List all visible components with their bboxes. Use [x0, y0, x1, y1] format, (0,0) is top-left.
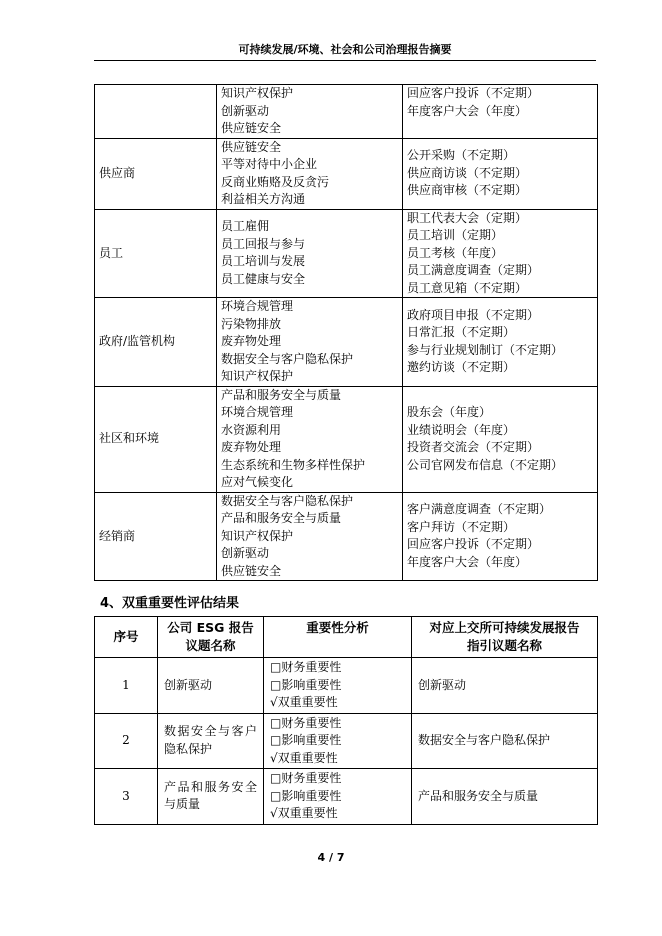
- header-esg-line2: 议题名称: [185, 638, 236, 653]
- channel-item: 客户拜访（不定期）: [407, 519, 516, 534]
- issue-item: 数据安全与客户隐私保护: [221, 493, 354, 508]
- page-number: 4 / 7: [317, 851, 345, 864]
- channel-item: 供应商审核（不定期）: [407, 183, 528, 198]
- channel-item: 员工满意度调查（定期）: [407, 263, 540, 277]
- stakeholder-name: 政府/监管机构: [95, 298, 217, 387]
- importance-analysis: [264, 658, 412, 714]
- stakeholder-channels: [403, 298, 598, 387]
- issue-item: 反商业贿赂及反贪污: [221, 174, 330, 189]
- sse-topic: 产品和服务安全与质量: [412, 769, 598, 825]
- importance-analysis: [264, 713, 412, 769]
- issue-item: 废弃物处理: [221, 440, 282, 454]
- importance-option: √双重重要性: [270, 750, 338, 765]
- importance-option: □财务重要性: [270, 660, 342, 674]
- stakeholder-issues: [217, 386, 403, 492]
- channel-item: 职工代表大会（定期）: [407, 210, 528, 225]
- header-esg-topic: [158, 617, 264, 658]
- issue-item: 员工培训与发展: [221, 254, 306, 269]
- issue-item: 创新驱动: [221, 546, 270, 560]
- esg-topic: 创新驱动: [158, 658, 264, 714]
- stakeholder-channels: [403, 209, 598, 298]
- row-number: 3: [95, 769, 158, 825]
- stakeholder-channels: [403, 85, 598, 139]
- header-sse-topic: [412, 617, 598, 658]
- issue-item: 生态系统和生物多样性保护: [221, 457, 366, 472]
- channel-item: 公司官网发布信息（不定期）: [407, 457, 564, 472]
- issue-item: 员工雇佣: [221, 219, 270, 234]
- channel-item: 业绩说明会（年度）: [407, 422, 516, 437]
- issue-item: 创新驱动: [221, 103, 270, 118]
- sse-topic: 数据安全与客户隐私保护: [412, 713, 598, 769]
- importance-option: □影响重要性: [270, 677, 342, 692]
- issue-item: 平等对待中小企业: [221, 157, 318, 171]
- stakeholder-issues: [217, 209, 403, 298]
- channel-item: 员工意见箱（不定期）: [407, 280, 528, 295]
- channel-item: 日常汇报（不定期）: [407, 325, 516, 340]
- channel-item: 参与行业规划制订（不定期）: [407, 342, 564, 357]
- esg-topic: 数据安全与客户隐私保护: [158, 713, 264, 769]
- table-row: [95, 138, 598, 209]
- stakeholder-name: 社区和环境: [95, 386, 217, 492]
- issue-item: 知识产权保护: [221, 369, 294, 383]
- header-sse-line1: 对应上交所可持续发展报告: [429, 620, 580, 635]
- stakeholder-name: 经销商: [95, 492, 217, 581]
- stakeholder-issues: [217, 138, 403, 209]
- header-no: 序号: [95, 617, 158, 658]
- importance-option: √双重重要性: [270, 695, 338, 709]
- issue-item: 知识产权保护: [221, 528, 294, 543]
- stakeholder-channels: [403, 138, 598, 209]
- issue-item: 应对气候变化: [221, 475, 294, 489]
- table-row: [95, 769, 598, 825]
- channel-item: 公开采购（不定期）: [407, 148, 516, 163]
- channel-item: 客户满意度调查（不定期）: [407, 502, 552, 517]
- importance-option: □财务重要性: [270, 771, 342, 785]
- channel-item: 年度客户大会（年度）: [407, 103, 528, 118]
- issue-item: 水资源利用: [221, 422, 282, 437]
- issue-item: 供应链安全: [221, 563, 282, 578]
- channel-item: 投资者交流会（不定期）: [407, 440, 540, 454]
- table-row: [95, 658, 598, 714]
- page-header: 可持续发展/环境、社会和公司治理报告摘要: [94, 40, 596, 61]
- table-row: [95, 85, 598, 139]
- channel-item: 员工培训（定期）: [407, 228, 504, 242]
- issue-item: 员工健康与安全: [221, 271, 306, 286]
- row-number: 2: [95, 713, 158, 769]
- row-number: 1: [95, 658, 158, 714]
- channel-item: 供应商访谈（不定期）: [407, 165, 528, 180]
- importance-analysis: [264, 769, 412, 825]
- stakeholder-name: 员工: [95, 209, 217, 298]
- materiality-table: [94, 616, 598, 825]
- stakeholder-issues: [217, 85, 403, 139]
- esg-topic: 产品和服务安全与质量: [158, 769, 264, 825]
- stakeholder-issues: [217, 298, 403, 387]
- stakeholder-issues: [217, 492, 403, 581]
- header-esg-line1: 公司 ESG 报告: [167, 620, 254, 635]
- channel-item: 回应客户投诉（不定期）: [407, 537, 540, 552]
- importance-option: □财务重要性: [270, 715, 342, 730]
- table-header-row: [95, 617, 598, 658]
- importance-option: □影响重要性: [270, 788, 342, 803]
- sse-topic: 创新驱动: [412, 658, 598, 714]
- table-row: [95, 713, 598, 769]
- table-row: [95, 386, 598, 492]
- channel-item: 邀约访谈（不定期）: [407, 360, 516, 375]
- issue-item: 数据安全与客户隐私保护: [221, 351, 354, 366]
- issue-item: 利益相关方沟通: [221, 192, 306, 206]
- channel-item: 回应客户投诉（不定期）: [407, 86, 540, 100]
- table-row: [95, 209, 598, 298]
- issue-item: 污染物排放: [221, 316, 282, 331]
- table-row: [95, 492, 598, 581]
- issue-item: 产品和服务安全与质量: [221, 511, 342, 525]
- stakeholder-channels: [403, 492, 598, 581]
- issue-item: 员工回报与参与: [221, 236, 306, 251]
- issue-item: 环境合规管理: [221, 405, 294, 419]
- table-row: [95, 298, 598, 387]
- issue-item: 废弃物处理: [221, 334, 282, 348]
- channel-item: 股东会（年度）: [407, 405, 492, 419]
- channel-item: 政府项目申报（不定期）: [407, 307, 540, 322]
- issue-item: 环境合规管理: [221, 299, 294, 313]
- stakeholder-channels: [403, 386, 598, 492]
- channel-item: 年度客户大会（年度）: [407, 554, 528, 569]
- stakeholder-communication-table: [94, 84, 598, 581]
- channel-item: 员工考核（年度）: [407, 245, 504, 260]
- section-title: 4、双重重要性评估结果: [100, 596, 240, 611]
- issue-item: 供应链安全: [221, 121, 282, 135]
- importance-option: √双重重要性: [270, 806, 338, 820]
- issue-item: 供应链安全: [221, 139, 282, 154]
- issue-item: 知识产权保护: [221, 86, 294, 100]
- importance-option: □影响重要性: [270, 733, 342, 747]
- header-analysis: 重要性分析: [264, 617, 412, 658]
- header-sse-line2: 指引议题名称: [466, 638, 542, 653]
- stakeholder-name: 供应商: [95, 138, 217, 209]
- stakeholder-name: [95, 85, 217, 139]
- issue-item: 产品和服务安全与质量: [221, 387, 342, 402]
